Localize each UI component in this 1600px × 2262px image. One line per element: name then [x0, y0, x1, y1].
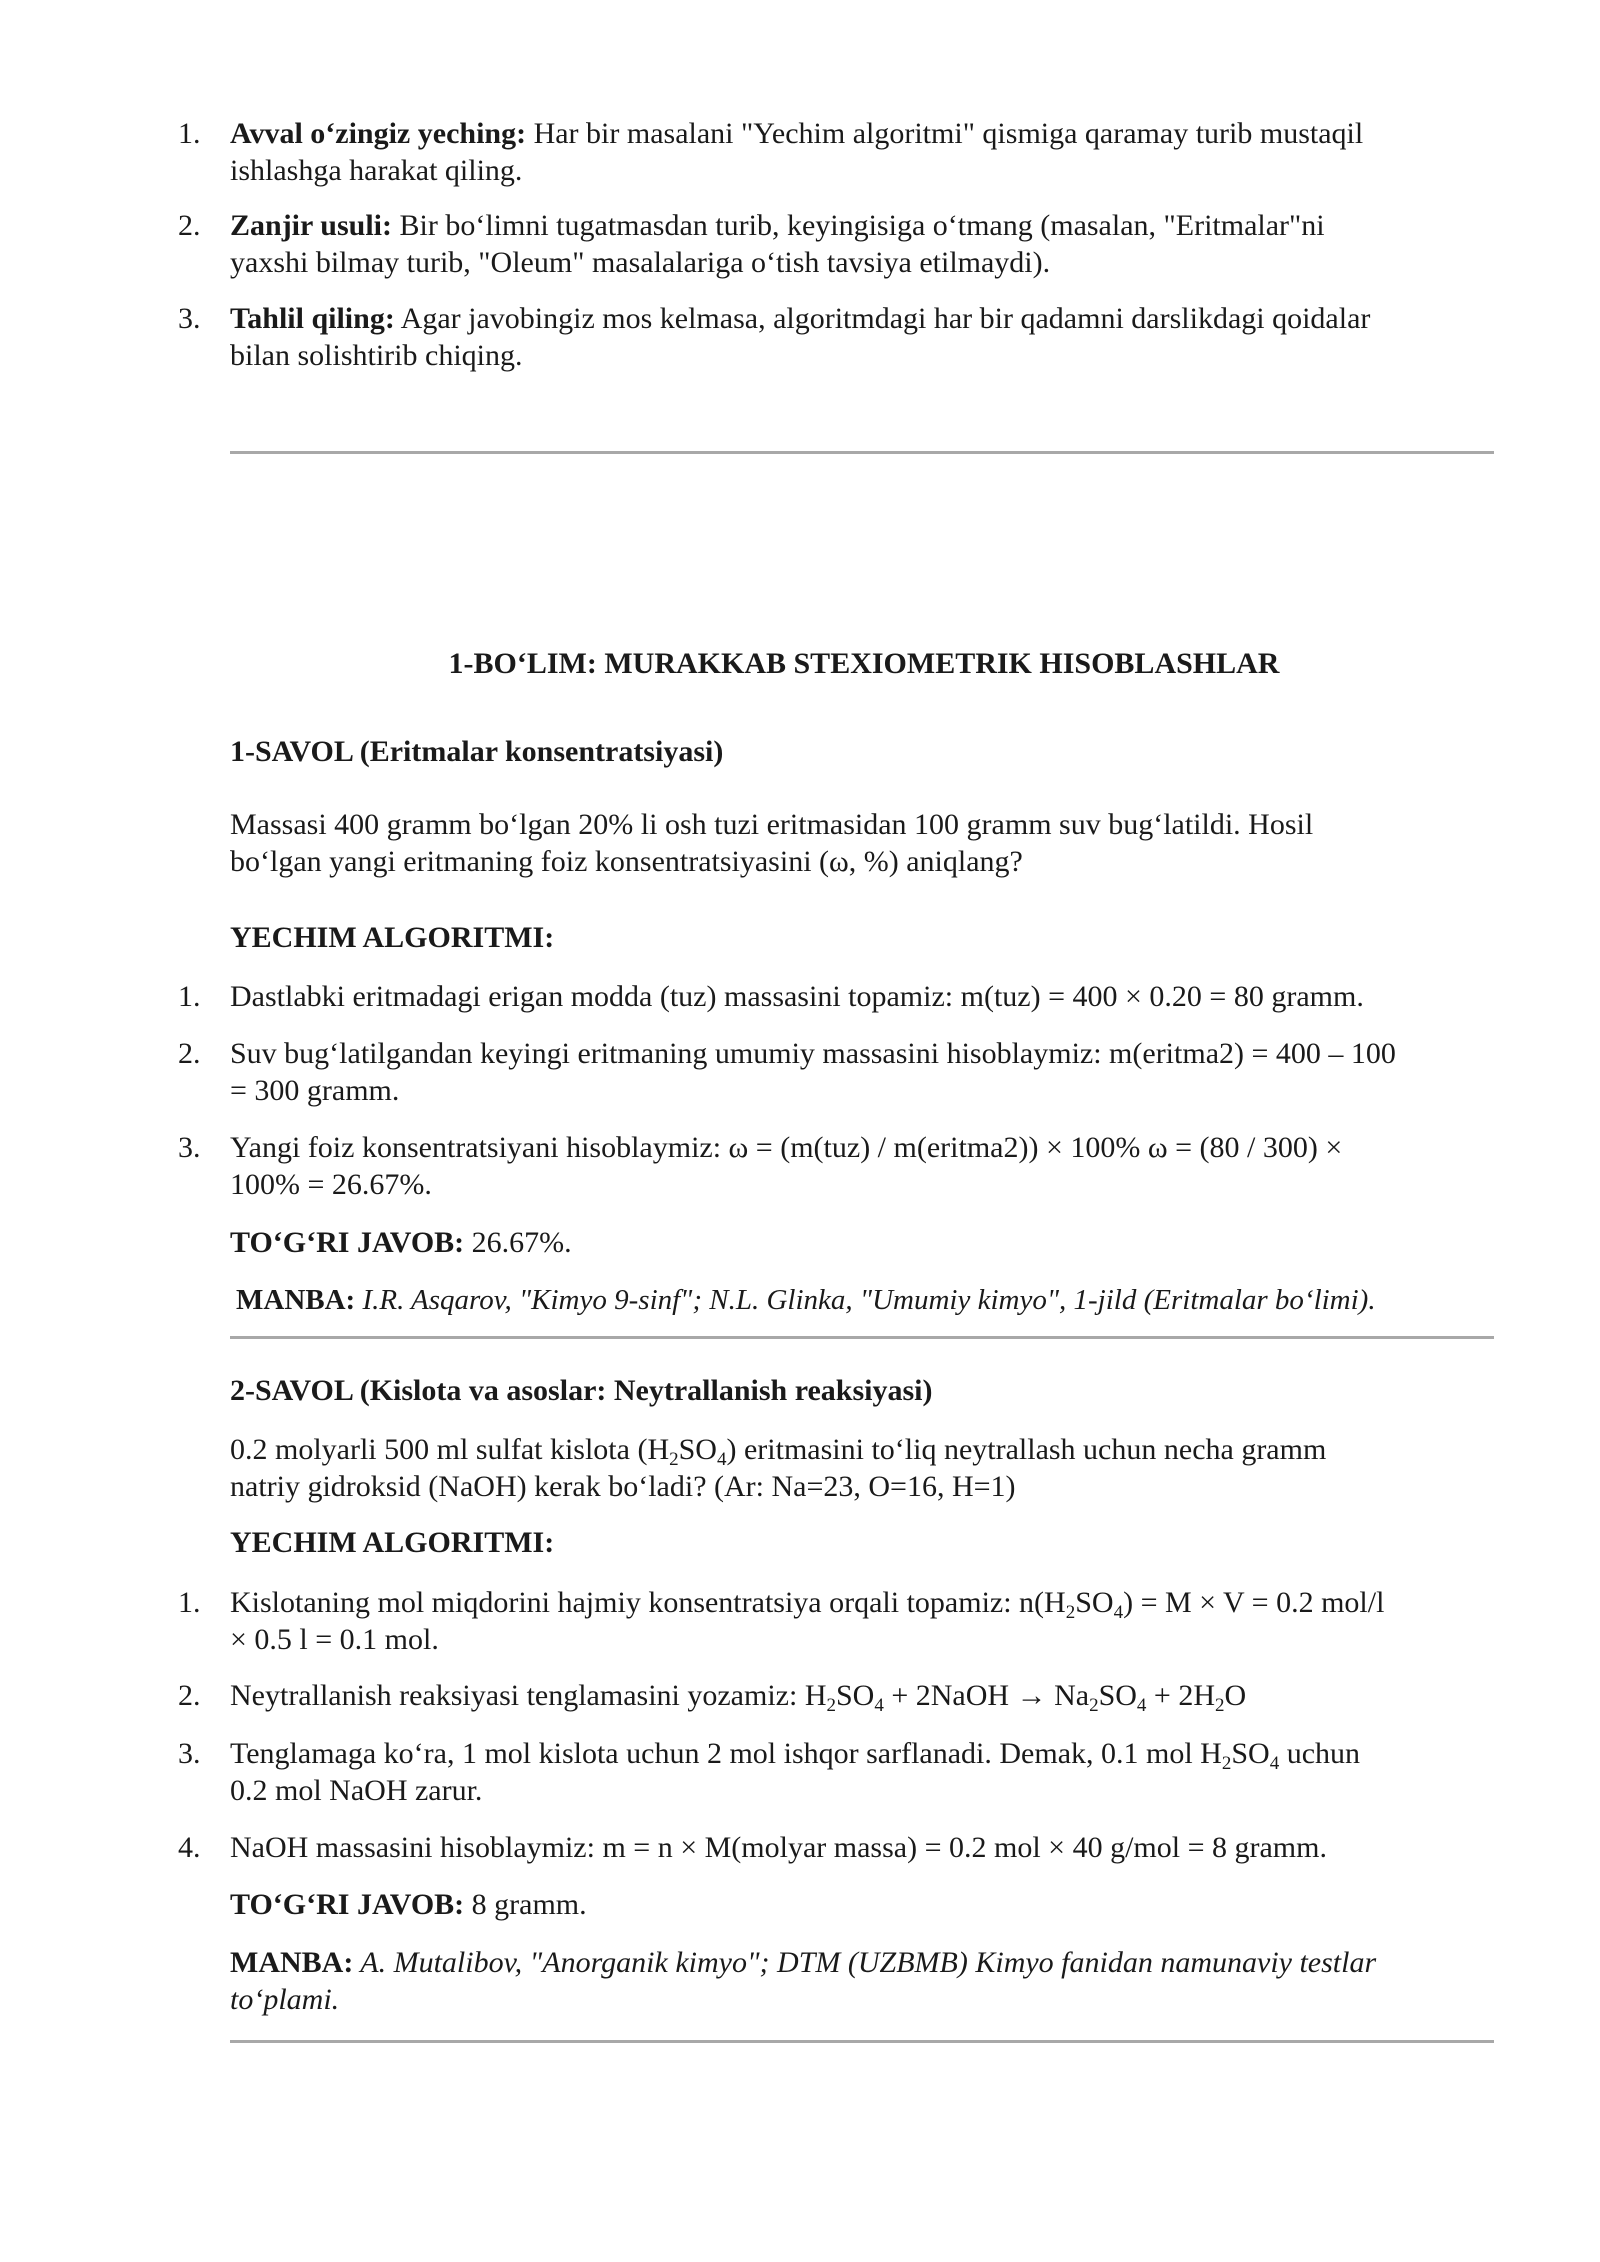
algorithm-step: Dastlabki eritmadagi erigan modda (tuz) massasini topamiz: m(tuz) = 400 × 0.20 = 80 gramm. — [230, 980, 1364, 1013]
problem-text: Massasi 400 gramm bo‘lgan 20% li osh tuzi eritmasidan 100 gramm suv bug‘latildi. Hosil bo‘lgan yangi eritmaning foiz konsentratsiyasini (ω, %) aniqlang? — [230, 808, 1314, 878]
question-title: 1-SAVOL (Eritmalar konsentratsiyasi) — [230, 735, 724, 768]
divider — [230, 2040, 1494, 2043]
step-number: 1. — [178, 1586, 201, 1619]
algorithm-step: Kislotaning mol miqdorini hajmiy konsentratsiya orqali topamiz: $n(H_2SO_4) = M \times V = 0.2$ mol/l × 0.5 l = 0.1 mol. — [230, 1586, 1385, 1656]
algorithm-step: Tenglamaga ko‘ra, 1 mol kislota uchun 2 mol ishqor sarflanadi. Demak, 0.1 mol $H_2SO_4$ uchun 0.2 mol NaOH zarur. — [230, 1737, 1361, 1807]
list-number: 2. — [178, 209, 201, 242]
bold-lead: Avval o‘zingiz yeching: — [230, 117, 527, 150]
algorithm-step: Yangi foiz konsentratsiyani hisoblaymiz: ω = (m(tuz) / m(eritma2)) × 100% ω = (80 / 300) × 100% = 26.67%. — [230, 1131, 1343, 1201]
bold-lead: Zanjir usuli: — [230, 209, 392, 242]
section-title: 1-BO‘LIM: MURAKKAB STEXIOMETRIK HISOBLASHLAR — [448, 647, 1280, 680]
list-item: Zanjir usuli: Bir bo‘limni tugatmasdan turib, keyingisiga o‘tmang (masalan, "Eritmalar"ni yaxshi bilmay turib, "Oleum" masalalariga o‘tish tavsiya etilmaydi). — [230, 209, 1325, 279]
step-number: 2. — [178, 1037, 201, 1070]
step-number: 2. — [178, 1679, 201, 1712]
divider — [230, 451, 1494, 454]
step-number: 1. — [178, 980, 201, 1013]
step-number: 3. — [178, 1131, 201, 1164]
algorithm-heading: YECHIM ALGORITMI: — [230, 1526, 555, 1559]
list-number: 1. — [178, 117, 201, 150]
source-citation: MANBA: A. Mutalibov, "Anorganik kimyo"; DTM (UZBMB) Kimyo fanidan namunaviy testlar to‘plami. — [230, 1946, 1377, 2016]
list-item: Avval o‘zingiz yeching: Har bir masalani "Yechim algoritmi" qismiga qaramay turib mustaqil ishlashga harakat qiling. — [230, 117, 1364, 187]
list-item: Tahlil qiling: Agar javobingiz mos kelmasa, algoritmdagi har bir qadamni darslikdagi qoidalar bilan solishtirib chiqing. — [230, 302, 1371, 372]
algorithm-step: Neytrallanish reaksiyasi tenglamasini yozamiz: $H_2SO_4$ + 2NaOH → $Na_2SO_4 + 2H_2O$ — [230, 1679, 1247, 1716]
list-number: 3. — [178, 302, 201, 335]
algorithm-heading: YECHIM ALGORITMI: — [230, 921, 555, 954]
step-number: 4. — [178, 1831, 201, 1864]
algorithm-step: Suv bug‘latilgandan keyingi eritmaning umumiy massasini hisoblaymiz: m(eritma2) = 400 – 100 = 300 gramm. — [230, 1037, 1396, 1107]
question-title: 2-SAVOL (Kislota va asoslar: Neytrallanish reaksiyasi) — [230, 1374, 933, 1407]
correct-answer: TO‘G‘RI JAVOB: 8 gramm. — [230, 1888, 587, 1921]
problem-text: 0.2 molyarli 500 ml sulfat kislota $(H_2SO_4)$ eritmasini to‘liq neytrallash uchun necha gramm natriy gidroksid (NaOH) kerak bo‘ladi? (Ar: Na=23, O=16, H=1) — [230, 1433, 1327, 1503]
source-citation: MANBA: I.R. Asqarov, "Kimyo 9-sinf"; N.L. Glinka, "Umumiy kimyo", 1-jild (Eritmalar bo‘limi). — [236, 1284, 1376, 1316]
bold-lead: Tahlil qiling: — [230, 302, 395, 335]
step-number: 3. — [178, 1737, 201, 1770]
divider — [230, 1336, 1494, 1339]
correct-answer: TO‘G‘RI JAVOB: 26.67%. — [230, 1226, 572, 1259]
algorithm-step: NaOH massasini hisoblaymiz: m = n × M(molyar massa) = 0.2 mol × 40 g/mol = 8 gramm. — [230, 1831, 1327, 1864]
